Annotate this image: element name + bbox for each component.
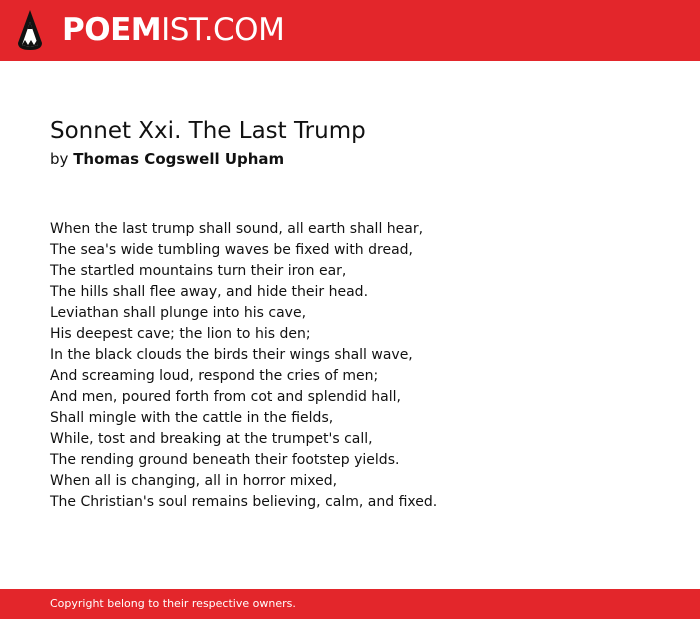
poem-line: Shall mingle with the cattle in the fields, [50, 410, 334, 426]
poem-line: In the black clouds the birds their wings shall wave, [50, 347, 413, 363]
poem-byline [50, 149, 284, 169]
poem-line: The hills shall flee away, and hide their head. [50, 284, 369, 300]
poem-line: The startled mountains turn their iron ear, [50, 263, 347, 279]
brand-light: IST.COM [161, 12, 285, 48]
poem-line: Leviathan shall plunge into his cave, [50, 305, 307, 321]
poem-line: And screaming loud, respond the cries of men; [50, 368, 379, 384]
copyright-text: Copyright belong to their respective owners. [50, 597, 296, 610]
poem-line: When the last trump shall sound, all earth shall hear, [50, 221, 424, 237]
poem-line: The Christian's soul remains believing, calm, and fixed. [50, 494, 438, 510]
poem-body [50, 219, 437, 513]
poem-line: The rending ground beneath their footstep yields. [50, 452, 400, 468]
poem-title: Sonnet Xxi. The Last Trump [50, 118, 366, 144]
site-header [0, 0, 700, 61]
site-logo-text[interactable] [62, 12, 284, 48]
by-label: by [50, 150, 69, 168]
poem-line: When all is changing, all in horror mixed, [50, 473, 338, 489]
poem-line: And men, poured forth from cot and splendid hall, [50, 389, 401, 405]
poem-author: Thomas Cogswell Upham [73, 150, 285, 168]
site-footer [0, 589, 700, 619]
poem-line: The sea's wide tumbling waves be fixed with dread, [50, 242, 413, 258]
brand-bold: POEM [62, 12, 162, 48]
poem-line: His deepest cave; the lion to his den; [50, 326, 311, 342]
pencil-tip-icon[interactable] [16, 9, 44, 51]
poem-line: While, tost and breaking at the trumpet's call, [50, 431, 373, 447]
